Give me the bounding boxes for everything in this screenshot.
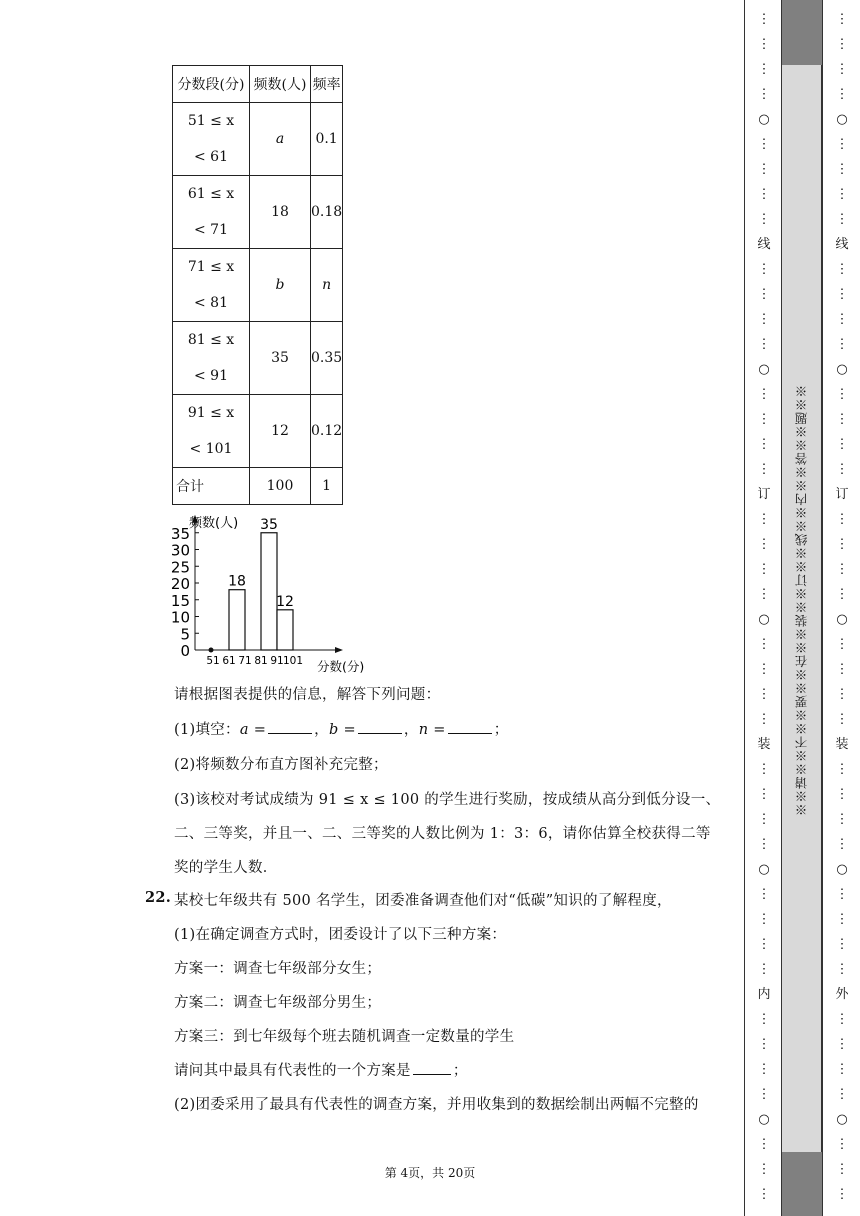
table-row	[173, 249, 343, 322]
x-tick-label: 71	[238, 655, 252, 667]
dots-separator: ⋮	[835, 62, 849, 77]
dots-separator: ⋮	[835, 12, 849, 27]
dots-separator: ⋮	[835, 787, 849, 802]
dots-separator: ⋮	[757, 287, 771, 302]
ask-line	[174, 1059, 468, 1080]
dots-separator: ⋮	[757, 387, 771, 402]
q22-part1: (1)在确定调查方式时，团委设计了以下三种方案：	[174, 927, 507, 943]
var-b: b	[328, 722, 339, 738]
binding-notice: ※※请※※不※※要※※在※※装※※订※※线※※内※※答※※题※※	[794, 384, 809, 816]
dots-separator: ⋮	[835, 1037, 849, 1052]
dots-separator: ⋮	[835, 212, 849, 227]
table-row	[173, 176, 343, 249]
freq-cell: 0.12	[311, 395, 343, 468]
dots-separator: ⋮	[757, 212, 771, 227]
range-cell	[173, 249, 250, 322]
bar-value-label: 12	[276, 593, 294, 610]
histogram-bar	[261, 533, 277, 650]
q1-label: (1)填空：	[174, 722, 240, 738]
dots-separator: ⋮	[757, 62, 771, 77]
y-tick-label: 25	[170, 558, 190, 577]
dots-separator: ⋮	[757, 37, 771, 52]
dots-separator: ⋮	[757, 562, 771, 577]
range-cell	[173, 322, 250, 395]
dots-separator: ⋮	[835, 162, 849, 177]
dots-separator: ⋮	[835, 1087, 849, 1102]
x-axis-label: 分数(分)	[317, 659, 365, 674]
y-tick-label: 5	[180, 625, 190, 644]
dots-separator: ⋮	[757, 187, 771, 202]
total-freq: 1	[311, 468, 343, 505]
x-tick-label: 51	[206, 655, 220, 667]
dots-separator: ⋮	[835, 37, 849, 52]
dots-separator: ⋮	[757, 937, 771, 952]
right-dots-column	[832, 0, 852, 1216]
range-top: 71 ≤ x	[187, 259, 235, 275]
plan-2: 方案二：调查七年级部分男生；	[174, 995, 382, 1011]
dots-separator: ⋮	[757, 1087, 771, 1102]
ask-end: ；	[452, 1063, 468, 1079]
dots-separator: ⋮	[835, 512, 849, 527]
dots-separator: ⋮	[757, 137, 771, 152]
bar-value-label: 18	[228, 573, 246, 590]
dots-separator: ⋮	[835, 262, 849, 277]
q3-line2: 二、三等奖，并且一、二、三等奖的人数比例为 1：3：6，请你估算全校获得二等	[174, 826, 711, 842]
circle-marker: ○	[758, 862, 770, 877]
dots-separator: ⋮	[757, 87, 771, 102]
freq-cell: 0.35	[311, 322, 343, 395]
x-tick-label: 91	[270, 655, 284, 667]
dots-separator: ⋮	[835, 1162, 849, 1177]
dots-separator: ⋮	[835, 662, 849, 677]
histogram-chart	[165, 496, 375, 674]
y-axis-label: 频数(人)	[189, 515, 239, 531]
binding-label: 订	[757, 487, 771, 502]
dots-separator: ⋮	[835, 912, 849, 927]
circle-marker: ○	[758, 112, 770, 127]
y-tick-label: 35	[170, 524, 190, 543]
q2-text: (2)将频数分布直方图补充完整；	[174, 757, 388, 773]
dots-separator: ⋮	[835, 312, 849, 327]
binding-cap-top	[782, 0, 822, 65]
binding-label: 线	[835, 237, 849, 252]
binding-right-column	[822, 0, 860, 1216]
dots-separator: ⋮	[835, 1012, 849, 1027]
freq-cell: 0.18	[311, 176, 343, 249]
dots-separator: ⋮	[835, 412, 849, 427]
range-top: 91 ≤ x	[187, 405, 235, 421]
table-row	[173, 322, 343, 395]
dots-separator: ⋮	[835, 337, 849, 352]
range-cell	[173, 176, 250, 249]
binding-left-column	[744, 0, 782, 1216]
dots-separator: ⋮	[757, 537, 771, 552]
q1-line: (1)填空：a = ，b = ，n = ；	[174, 722, 509, 738]
table-row	[173, 395, 343, 468]
range-bottom: < 91	[194, 368, 228, 384]
dots-separator: ⋮	[835, 1137, 849, 1152]
q3-line3: 奖的学生人数．	[174, 860, 278, 876]
dots-separator: ⋮	[835, 937, 849, 952]
dots-separator: ⋮	[757, 637, 771, 652]
histogram-bar	[277, 610, 293, 650]
total-label: 合计	[173, 468, 250, 505]
x-tick-label: 61	[222, 655, 236, 667]
origin-dot	[209, 648, 214, 653]
dots-separator: ⋮	[835, 587, 849, 602]
dots-separator: ⋮	[835, 762, 849, 777]
page-footer: 第 4页，共 20页	[384, 1166, 476, 1180]
dots-separator: ⋮	[757, 587, 771, 602]
dots-separator: ⋮	[757, 662, 771, 677]
blank-plan[interactable]	[413, 1062, 451, 1075]
y-tick-label: 10	[170, 608, 190, 627]
range-bottom: < 81	[194, 295, 228, 311]
dots-separator: ⋮	[757, 1062, 771, 1077]
dots-separator: ⋮	[757, 962, 771, 977]
dots-separator: ⋮	[757, 712, 771, 727]
dots-separator: ⋮	[757, 837, 771, 852]
q22-part2: (2)团委采用了最具有代表性的调查方案，并用收集到的数据绘制出两幅不完整的	[174, 1097, 699, 1113]
dots-separator: ⋮	[757, 412, 771, 427]
range-top: 51 ≤ x	[187, 113, 235, 129]
dots-separator: ⋮	[757, 762, 771, 777]
dots-separator: ⋮	[757, 262, 771, 277]
dots-separator: ⋮	[835, 687, 849, 702]
blank-a[interactable]	[268, 721, 312, 734]
q1-end: ；	[493, 722, 509, 738]
dots-separator: ⋮	[835, 887, 849, 902]
count-cell: 18	[250, 176, 311, 249]
dots-separator: ⋮	[757, 887, 771, 902]
plan-1: 方案一：调查七年级部分女生；	[174, 961, 382, 977]
dots-separator: ⋮	[835, 537, 849, 552]
header-freq: 频率	[311, 66, 343, 103]
binding-label: 订	[835, 487, 849, 502]
dots-separator: ⋮	[757, 12, 771, 27]
q3-line1: (3)该校对考试成绩为 91 ≤ x ≤ 100 的学生进行奖励，按成绩从高分到低分设一、	[174, 792, 721, 808]
range-bottom: < 71	[194, 222, 228, 238]
binding-label: 内	[757, 987, 771, 1002]
dots-separator: ⋮	[757, 787, 771, 802]
circle-marker: ○	[836, 612, 848, 627]
range-cell	[173, 395, 250, 468]
freq-cell: n	[311, 249, 343, 322]
circle-marker: ○	[758, 362, 770, 377]
circle-marker: ○	[836, 112, 848, 127]
freq-cell: 0.1	[311, 103, 343, 176]
dots-separator: ⋮	[835, 812, 849, 827]
dots-separator: ⋮	[757, 1162, 771, 1177]
table-header-row	[173, 66, 343, 103]
dots-separator: ⋮	[835, 137, 849, 152]
dots-separator: ⋮	[835, 712, 849, 727]
dots-separator: ⋮	[835, 1187, 849, 1202]
circle-marker: ○	[758, 1112, 770, 1127]
dots-separator: ⋮	[757, 912, 771, 927]
dots-separator: ⋮	[757, 1037, 771, 1052]
dots-separator: ⋮	[835, 837, 849, 852]
x-tick-label: 101	[282, 655, 304, 667]
circle-marker: ○	[758, 612, 770, 627]
count-cell: b	[250, 249, 311, 322]
dots-separator: ⋮	[757, 162, 771, 177]
dots-separator: ⋮	[757, 1187, 771, 1202]
x-tick-label: 81	[254, 655, 268, 667]
dots-separator: ⋮	[835, 962, 849, 977]
var-a: a	[239, 722, 249, 738]
ask-text: 请问其中最具有代表性的一个方案是	[174, 1063, 411, 1079]
dots-separator: ⋮	[835, 437, 849, 452]
count-cell: 35	[250, 322, 311, 395]
dots-separator: ⋮	[757, 462, 771, 477]
range-bottom: < 101	[189, 441, 233, 457]
dots-separator: ⋮	[835, 637, 849, 652]
histogram-bar	[229, 590, 245, 650]
blank-n[interactable]	[448, 721, 492, 734]
x-axis-arrow	[335, 647, 343, 653]
dots-separator: ⋮	[757, 687, 771, 702]
count-cell: 12	[250, 395, 311, 468]
circle-marker: ○	[836, 1112, 848, 1127]
bar-value-label: 35	[260, 516, 278, 533]
binding-label: 外	[835, 987, 849, 1002]
y-tick-label: 15	[170, 591, 190, 610]
circle-marker: ○	[836, 362, 848, 377]
y-tick-label: 20	[170, 575, 190, 593]
dots-separator: ⋮	[835, 462, 849, 477]
range-cell	[173, 103, 250, 176]
dots-separator: ⋮	[835, 287, 849, 302]
intro-text: 请根据图表提供的信息，解答下列问题：	[174, 687, 441, 703]
y-tick-label: 0	[180, 642, 190, 660]
binding-cap-bottom	[782, 1152, 822, 1216]
circle-marker: ○	[836, 862, 848, 877]
dots-separator: ⋮	[757, 812, 771, 827]
q22-stem: 某校七年级共有 500 名学生，团委准备调查他们对“低碳”知识的了解程度，	[174, 893, 672, 909]
binding-label: 装	[757, 737, 771, 752]
dots-separator: ⋮	[757, 1137, 771, 1152]
dots-separator: ⋮	[757, 512, 771, 527]
header-count: 频数(人)	[250, 66, 311, 103]
range-top: 81 ≤ x	[187, 332, 235, 348]
frequency-table	[172, 65, 343, 505]
table-row	[173, 103, 343, 176]
total-count: 100	[250, 468, 311, 505]
dots-separator: ⋮	[835, 562, 849, 577]
left-dots-column	[754, 0, 774, 1216]
count-cell: a	[250, 103, 311, 176]
header-range: 分数段(分)	[173, 66, 250, 103]
binding-label: 线	[757, 237, 771, 252]
range-bottom: < 61	[194, 149, 228, 165]
range-top: 61 ≤ x	[187, 186, 235, 202]
dots-separator: ⋮	[757, 437, 771, 452]
dots-separator: ⋮	[835, 1062, 849, 1077]
question-number: 22.	[145, 889, 172, 906]
dots-separator: ⋮	[835, 387, 849, 402]
dots-separator: ⋮	[757, 312, 771, 327]
dots-separator: ⋮	[835, 187, 849, 202]
var-n: n	[418, 722, 429, 738]
dots-separator: ⋮	[757, 1012, 771, 1027]
dots-separator: ⋮	[757, 337, 771, 352]
plan-3: 方案三：到七年级每个班去随机调查一定数量的学生	[174, 1029, 515, 1045]
binding-label: 装	[835, 737, 849, 752]
blank-b[interactable]	[358, 721, 402, 734]
y-tick-label: 30	[170, 541, 190, 560]
dots-separator: ⋮	[835, 87, 849, 102]
